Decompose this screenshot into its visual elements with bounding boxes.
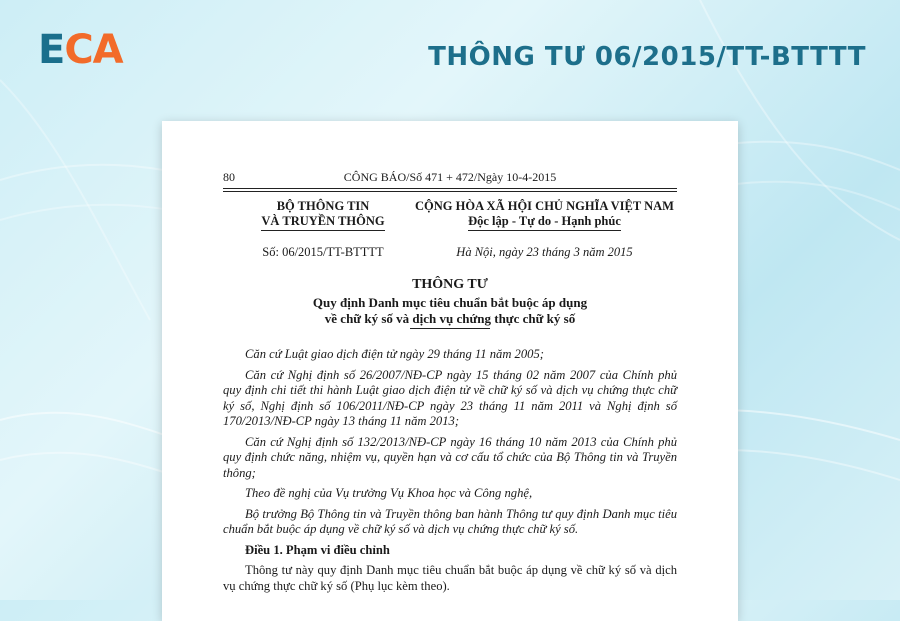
body-paragraph: Bộ trưởng Bộ Thông tin và Truyền thông ban hành Thông tư quy định Danh mục tiêu chuẩn bắt buộc áp dụng về chữ ký số và dịch vụ chứng thực chữ ký số. bbox=[223, 506, 677, 536]
header-rule-top bbox=[223, 188, 677, 189]
nation-line2: Độc lập - Tự do - Hạnh phúc bbox=[468, 214, 621, 231]
place-date: Hà Nội, ngày 23 tháng 3 năm 2015 bbox=[456, 245, 633, 259]
title-rule bbox=[410, 328, 490, 329]
doc-title-block bbox=[223, 277, 677, 327]
body-paragraph: Theo đề nghị của Vụ trưởng Vụ Khoa học và Công nghệ, bbox=[245, 486, 533, 500]
nation-block bbox=[407, 199, 682, 231]
eca-logo bbox=[38, 27, 123, 73]
article1-heading: Điều 1. Phạm vi điều chỉnh bbox=[245, 542, 390, 557]
doc-number: Số: 06/2015/TT-BTTTT bbox=[262, 245, 384, 259]
body-paragraph: Căn cứ Nghị định số 132/2013/NĐ-CP ngày 16 tháng 10 năm 2013 của Chính phủ quy định chức năng, nhiệm vụ, quyền hạn và cơ cấu tổ chức của Bộ Thông tin và Truyền thông; bbox=[223, 434, 677, 480]
doc-title: THÔNG TƯ bbox=[412, 277, 488, 292]
document-body bbox=[223, 347, 677, 599]
gazette-header bbox=[223, 170, 677, 185]
nation-line1: CỘNG HÒA XÃ HỘI CHỦ NGHĨA VIỆT NAM bbox=[415, 199, 674, 213]
logo-letters-ca: CA bbox=[64, 27, 123, 73]
page-number: 80 bbox=[223, 170, 235, 184]
issuer-line2: VÀ TRUYỀN THÔNG bbox=[261, 214, 384, 231]
doc-subtitle-line2: về chữ ký số và dịch vụ chứng thực chữ ký số bbox=[324, 311, 576, 326]
issuer-block bbox=[223, 199, 423, 231]
doc-subtitle-line1: Quy định Danh mục tiêu chuẩn bắt buộc áp dụng bbox=[312, 295, 588, 310]
issuer-line1: BỘ THÔNG TIN bbox=[276, 199, 370, 213]
body-paragraph: Căn cứ Nghị định số 26/2007/NĐ-CP ngày 15 tháng 02 năm 2007 của Chính phủ quy định chi tiết thi hành Luật giao dịch điện tử về chữ ký số và dịch vụ chứng thực chữ ký số, Nghị định số 106/2011/NĐ-CP ngày 23 tháng 11 năm 2011 và Nghị định số 170/2013/NĐ-CP ngày 13 tháng 11 năm 2013; bbox=[223, 367, 677, 428]
document-page bbox=[162, 121, 738, 621]
gazette-line: CÔNG BÁO/Số 471 + 472/Ngày 10-4-2015 bbox=[343, 170, 557, 184]
body-paragraph: Căn cứ Luật giao dịch điện tử ngày 29 tháng 11 năm 2005; bbox=[245, 347, 544, 361]
header-title: THÔNG TƯ 06/2015/TT-BTTTT bbox=[428, 42, 866, 72]
article1-text: Thông tư này quy định Danh mục tiêu chuẩn bắt buộc áp dụng về chữ ký số và dịch vụ chứng thực chữ ký số (Phụ lục kèm theo). bbox=[223, 563, 677, 593]
logo-letter-e: E bbox=[38, 27, 65, 73]
header-rule-bottom bbox=[223, 191, 677, 192]
